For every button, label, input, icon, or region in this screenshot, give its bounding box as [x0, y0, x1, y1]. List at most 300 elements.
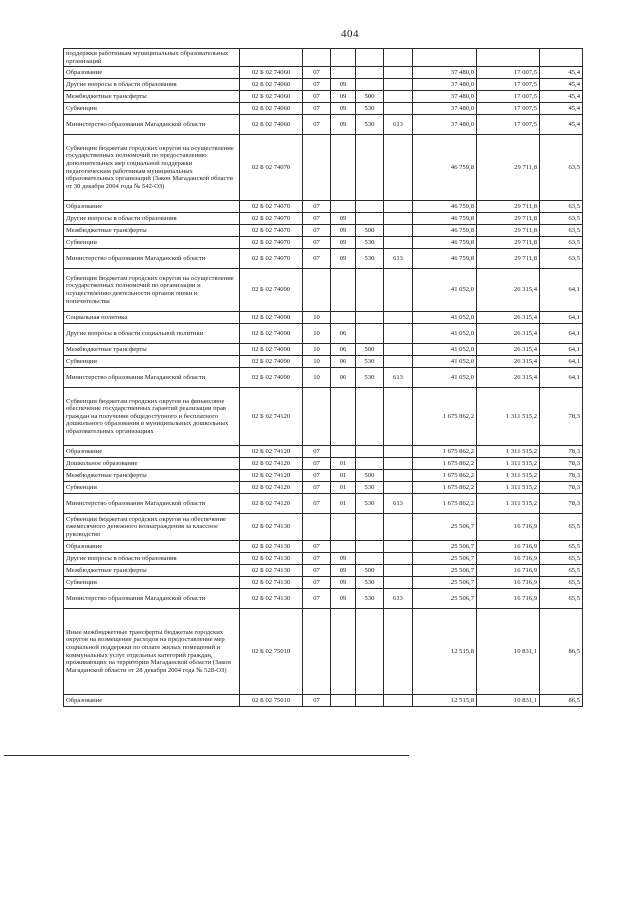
cell-code: 02 Б 02 74090 [240, 269, 303, 312]
cell-fact: 16 716,9 [477, 565, 540, 577]
cell-glava [384, 269, 413, 312]
cell-percent: 64,1 [540, 344, 583, 356]
cell-code: 02 Б 02 74120 [240, 458, 303, 470]
cell-razdel [303, 135, 331, 201]
cell-podrazdel [331, 695, 356, 707]
cell-vid: 500 [356, 225, 384, 237]
cell-vid: 530 [356, 482, 384, 494]
cell-name: Субвенции бюджетам городских округов на финансовое обеспечение государственных гарантий реализации прав граждан на получение общедоступного и бесплатного дошкольного образования в муниципальных дошкольных образовательных организациях [64, 388, 240, 446]
cell-fact: 10 831,1 [477, 609, 540, 695]
cell-razdel: 07 [303, 541, 331, 553]
cell-plan: 25 506,7 [413, 565, 477, 577]
cell-podrazdel: 09 [331, 577, 356, 589]
cell-percent: 64,1 [540, 324, 583, 344]
cell-razdel [303, 609, 331, 695]
cell-percent: 78,3 [540, 388, 583, 446]
cell-glava [384, 446, 413, 458]
table-row [64, 482, 583, 494]
table-row [64, 249, 583, 269]
cell-fact: 29 711,8 [477, 213, 540, 225]
cell-plan: 1 675 862,2 [413, 482, 477, 494]
cell-plan: 25 506,7 [413, 577, 477, 589]
cell-vid [356, 213, 384, 225]
table-row [64, 609, 583, 695]
cell-name: Межбюджетные трансферты [64, 344, 240, 356]
cell-name: Образование [64, 446, 240, 458]
cell-podrazdel: 01 [331, 494, 356, 514]
cell-razdel: 10 [303, 344, 331, 356]
cell-glava [384, 49, 413, 67]
table-row [64, 67, 583, 79]
table-row [64, 79, 583, 91]
cell-name: Межбюджетные трансферты [64, 470, 240, 482]
cell-fact: 29 711,8 [477, 201, 540, 213]
cell-podrazdel: 09 [331, 79, 356, 91]
cell-percent: 65,5 [540, 541, 583, 553]
cell-glava [384, 458, 413, 470]
table-row [64, 577, 583, 589]
cell-glava [384, 514, 413, 541]
cell-code: 02 Б 02 74090 [240, 356, 303, 368]
cell-percent: 63,5 [540, 213, 583, 225]
table-row [64, 356, 583, 368]
cell-code: 02 Б 02 75010 [240, 695, 303, 707]
cell-fact: 17 007,5 [477, 115, 540, 135]
cell-percent: 86,5 [540, 609, 583, 695]
cell-glava [384, 103, 413, 115]
cell-name: Субвенции [64, 577, 240, 589]
cell-podrazdel [331, 514, 356, 541]
cell-percent: 65,5 [540, 577, 583, 589]
cell-fact: 1 311 515,2 [477, 482, 540, 494]
cell-glava [384, 67, 413, 79]
cell-fact: 26 315,4 [477, 344, 540, 356]
cell-plan: 46 759,8 [413, 225, 477, 237]
cell-vid [356, 324, 384, 344]
cell-glava [384, 541, 413, 553]
cell-vid [356, 553, 384, 565]
cell-name: Межбюджетные трансферты [64, 225, 240, 237]
cell-razdel: 07 [303, 225, 331, 237]
cell-name: Министерство образования Магаданской области [64, 368, 240, 388]
cell-vid: 530 [356, 237, 384, 249]
cell-plan: 41 052,0 [413, 368, 477, 388]
cell-fact: 29 711,8 [477, 135, 540, 201]
cell-vid: 530 [356, 249, 384, 269]
cell-vid: 530 [356, 589, 384, 609]
cell-glava [384, 482, 413, 494]
cell-glava: 613 [384, 249, 413, 269]
cell-vid: 500 [356, 565, 384, 577]
cell-code: 02 Б 02 74130 [240, 553, 303, 565]
cell-vid: 530 [356, 115, 384, 135]
cell-percent: 78,3 [540, 482, 583, 494]
cell-fact: 1 311 515,2 [477, 494, 540, 514]
cell-vid: 530 [356, 368, 384, 388]
cell-razdel: 10 [303, 324, 331, 344]
cell-code: 02 Б 02 74130 [240, 514, 303, 541]
cell-podrazdel: 06 [331, 368, 356, 388]
cell-name: Социальная политика [64, 312, 240, 324]
cell-glava [384, 135, 413, 201]
cell-percent: 78,3 [540, 458, 583, 470]
table-row [64, 135, 583, 201]
cell-podrazdel: 09 [331, 225, 356, 237]
cell-name: Другие вопросы в области образования [64, 213, 240, 225]
table-row [64, 470, 583, 482]
cell-razdel: 07 [303, 482, 331, 494]
cell-fact: 17 007,5 [477, 67, 540, 79]
cell-percent: 63,5 [540, 237, 583, 249]
cell-percent: 63,5 [540, 201, 583, 213]
cell-code: 02 Б 02 74060 [240, 115, 303, 135]
cell-name: Иные межбюджетные трансферты бюджетам городских округов на возмещение расходов на предоставление мер социальной поддержки по оплате жилых помещений и коммунальных услуг отдельных категорий граждан, проживающих на территории Магаданской области (Закон Магаданской области от 28 декабря 2004 года № 528-ОЗ) [64, 609, 240, 695]
cell-plan: 46 759,8 [413, 201, 477, 213]
cell-vid [356, 541, 384, 553]
cell-plan: 1 675 862,2 [413, 446, 477, 458]
cell-glava [384, 565, 413, 577]
cell-glava [384, 388, 413, 446]
cell-percent: 86,5 [540, 695, 583, 707]
cell-razdel: 07 [303, 695, 331, 707]
cell-vid [356, 446, 384, 458]
cell-glava [384, 356, 413, 368]
cell-percent: 45,4 [540, 91, 583, 103]
cell-fact: 26 315,4 [477, 269, 540, 312]
cell-vid: 530 [356, 103, 384, 115]
cell-razdel: 07 [303, 103, 331, 115]
cell-code: 02 Б 02 74120 [240, 494, 303, 514]
cell-name: поддержки работникам муниципальных образовательных организаций [64, 49, 240, 67]
cell-percent: 78,3 [540, 494, 583, 514]
cell-fact: 16 716,9 [477, 514, 540, 541]
cell-plan: 41 052,0 [413, 312, 477, 324]
cell-razdel [303, 388, 331, 446]
cell-glava [384, 577, 413, 589]
cell-plan: 37 480,0 [413, 103, 477, 115]
table-row [64, 312, 583, 324]
cell-podrazdel [331, 388, 356, 446]
cell-name: Субвенции бюджетам городских округов на осуществление государственных полномочий по предоставлению дополнительных мер социальной поддержки педагогическим работникам муниципальных образовательных организаций (Закон Магаданской области от 30 декабря 2004 года № 542-ОЗ) [64, 135, 240, 201]
cell-razdel: 07 [303, 237, 331, 249]
cell-name: Образование [64, 67, 240, 79]
cell-razdel: 07 [303, 201, 331, 213]
cell-code: 02 Б 02 74090 [240, 368, 303, 388]
cell-name: Субвенции [64, 237, 240, 249]
cell-percent: 65,5 [540, 589, 583, 609]
bottom-rule [4, 755, 409, 756]
cell-razdel: 07 [303, 249, 331, 269]
cell-plan: 25 506,7 [413, 514, 477, 541]
table-row [64, 269, 583, 312]
cell-podrazdel: 09 [331, 249, 356, 269]
cell-glava: 613 [384, 494, 413, 514]
cell-podrazdel: 06 [331, 324, 356, 344]
cell-podrazdel: 09 [331, 589, 356, 609]
cell-razdel: 07 [303, 577, 331, 589]
cell-name: Межбюджетные трансферты [64, 565, 240, 577]
table-row [64, 446, 583, 458]
cell-razdel: 07 [303, 91, 331, 103]
table-row [64, 49, 583, 67]
cell-name: Министерство образования Магаданской области [64, 249, 240, 269]
cell-vid [356, 79, 384, 91]
table-row [64, 553, 583, 565]
cell-code: 02 Б 02 74070 [240, 249, 303, 269]
cell-glava [384, 470, 413, 482]
cell-plan: 1 675 862,2 [413, 494, 477, 514]
cell-glava [384, 344, 413, 356]
cell-glava [384, 695, 413, 707]
cell-vid [356, 269, 384, 312]
cell-vid [356, 312, 384, 324]
cell-percent: 64,1 [540, 269, 583, 312]
cell-podrazdel [331, 541, 356, 553]
cell-glava [384, 312, 413, 324]
table-row [64, 514, 583, 541]
cell-podrazdel: 01 [331, 470, 356, 482]
cell-glava [384, 225, 413, 237]
cell-percent: 65,5 [540, 553, 583, 565]
cell-razdel: 07 [303, 446, 331, 458]
table-row [64, 388, 583, 446]
cell-podrazdel: 06 [331, 356, 356, 368]
cell-podrazdel: 09 [331, 91, 356, 103]
cell-name: Субвенции [64, 356, 240, 368]
cell-razdel: 07 [303, 494, 331, 514]
cell-plan: 1 675 862,2 [413, 458, 477, 470]
cell-podrazdel [331, 609, 356, 695]
table-row [64, 494, 583, 514]
cell-razdel: 07 [303, 79, 331, 91]
cell-percent: 65,5 [540, 565, 583, 577]
cell-plan: 41 052,0 [413, 356, 477, 368]
cell-razdel: 07 [303, 213, 331, 225]
cell-plan: 46 759,8 [413, 135, 477, 201]
cell-fact: 16 716,9 [477, 541, 540, 553]
cell-percent: 64,1 [540, 356, 583, 368]
cell-code: 02 Б 02 74070 [240, 201, 303, 213]
cell-name: Дошкольное образование [64, 458, 240, 470]
cell-razdel: 07 [303, 553, 331, 565]
cell-razdel [303, 49, 331, 67]
cell-vid: 530 [356, 577, 384, 589]
cell-razdel: 07 [303, 589, 331, 609]
cell-vid: 530 [356, 494, 384, 514]
cell-code: 02 Б 02 74120 [240, 470, 303, 482]
cell-name: Субвенции [64, 482, 240, 494]
cell-name: Субвенции бюджетам городских округов на обеспечение ежемесячного денежного вознаграждения за классное руководство [64, 514, 240, 541]
cell-vid [356, 135, 384, 201]
budget-table [63, 48, 583, 707]
table-row [64, 115, 583, 135]
cell-plan: 41 052,0 [413, 269, 477, 312]
cell-podrazdel: 09 [331, 553, 356, 565]
cell-glava: 613 [384, 368, 413, 388]
cell-vid [356, 458, 384, 470]
cell-plan: 1 675 862,2 [413, 470, 477, 482]
cell-vid [356, 609, 384, 695]
cell-razdel: 07 [303, 470, 331, 482]
cell-podrazdel: 09 [331, 565, 356, 577]
cell-name: Министерство образования Магаданской области [64, 589, 240, 609]
budget-table-body [64, 49, 583, 707]
table-row [64, 589, 583, 609]
cell-razdel [303, 269, 331, 312]
cell-plan: 25 506,7 [413, 589, 477, 609]
cell-code: 02 Б 02 74130 [240, 577, 303, 589]
cell-fact: 1 311 515,2 [477, 458, 540, 470]
cell-razdel: 07 [303, 67, 331, 79]
cell-razdel: 10 [303, 356, 331, 368]
cell-percent: 45,4 [540, 79, 583, 91]
cell-code: 02 Б 02 74120 [240, 482, 303, 494]
cell-podrazdel: 09 [331, 213, 356, 225]
cell-fact: 1 311 515,2 [477, 388, 540, 446]
cell-name: Субвенции [64, 103, 240, 115]
cell-plan: 25 506,7 [413, 553, 477, 565]
cell-name: Другие вопросы в области образования [64, 553, 240, 565]
cell-podrazdel [331, 201, 356, 213]
cell-glava [384, 201, 413, 213]
cell-fact: 26 315,4 [477, 368, 540, 388]
cell-plan: 25 506,7 [413, 541, 477, 553]
cell-vid [356, 695, 384, 707]
table-row [64, 103, 583, 115]
cell-vid: 500 [356, 470, 384, 482]
cell-razdel: 07 [303, 115, 331, 135]
cell-plan: 46 759,8 [413, 237, 477, 249]
cell-fact: 10 831,1 [477, 695, 540, 707]
cell-code: 02 Б 02 74060 [240, 79, 303, 91]
cell-plan: 37 480,0 [413, 79, 477, 91]
cell-podrazdel [331, 269, 356, 312]
cell-fact: 26 315,4 [477, 324, 540, 344]
table-row [64, 237, 583, 249]
cell-name: Другие вопросы в области образования [64, 79, 240, 91]
cell-podrazdel [331, 446, 356, 458]
cell-podrazdel: 09 [331, 115, 356, 135]
cell-plan: 37 480,0 [413, 115, 477, 135]
table-row [64, 201, 583, 213]
cell-fact: 1 311 515,2 [477, 470, 540, 482]
cell-code: 02 Б 02 75010 [240, 609, 303, 695]
cell-fact: 29 711,8 [477, 225, 540, 237]
cell-fact: 17 007,5 [477, 79, 540, 91]
cell-plan: 37 480,0 [413, 67, 477, 79]
cell-vid [356, 388, 384, 446]
cell-fact: 16 716,9 [477, 589, 540, 609]
cell-percent: 78,3 [540, 470, 583, 482]
cell-vid [356, 201, 384, 213]
cell-fact [477, 49, 540, 67]
cell-fact: 17 007,5 [477, 103, 540, 115]
cell-percent: 45,4 [540, 103, 583, 115]
cell-code: 02 Б 02 74090 [240, 312, 303, 324]
cell-podrazdel [331, 135, 356, 201]
cell-vid: 500 [356, 344, 384, 356]
cell-fact: 16 716,9 [477, 553, 540, 565]
page-number: 404 [341, 28, 359, 40]
cell-podrazdel [331, 312, 356, 324]
cell-razdel: 10 [303, 368, 331, 388]
cell-plan: 12 515,8 [413, 609, 477, 695]
cell-podrazdel: 01 [331, 482, 356, 494]
cell-vid: 500 [356, 91, 384, 103]
table-row [64, 368, 583, 388]
table-row [64, 458, 583, 470]
cell-glava [384, 609, 413, 695]
cell-podrazdel [331, 49, 356, 67]
cell-percent: 65,5 [540, 514, 583, 541]
table-row [64, 565, 583, 577]
cell-fact: 16 716,9 [477, 577, 540, 589]
cell-plan: 1 675 862,2 [413, 388, 477, 446]
cell-name: Межбюджетные трансферты [64, 91, 240, 103]
cell-percent [540, 49, 583, 67]
cell-name: Другие вопросы в области социальной политики [64, 324, 240, 344]
cell-percent: 45,4 [540, 67, 583, 79]
cell-code: 02 Б 02 74130 [240, 565, 303, 577]
cell-podrazdel: 06 [331, 344, 356, 356]
cell-glava: 613 [384, 589, 413, 609]
cell-percent: 64,1 [540, 368, 583, 388]
cell-razdel: 07 [303, 565, 331, 577]
cell-code: 02 Б 02 74130 [240, 589, 303, 609]
cell-fact: 17 007,5 [477, 91, 540, 103]
cell-vid [356, 67, 384, 79]
cell-percent: 63,5 [540, 249, 583, 269]
cell-code: 02 Б 02 74070 [240, 213, 303, 225]
cell-name: Образование [64, 541, 240, 553]
cell-name: Министерство образования Магаданской области [64, 115, 240, 135]
cell-code: 02 Б 02 74120 [240, 388, 303, 446]
cell-plan [413, 49, 477, 67]
cell-fact: 26 315,4 [477, 356, 540, 368]
cell-code: 02 Б 02 74070 [240, 225, 303, 237]
table-row [64, 225, 583, 237]
cell-plan: 12 515,8 [413, 695, 477, 707]
table-row [64, 213, 583, 225]
table-row [64, 344, 583, 356]
cell-percent: 63,5 [540, 225, 583, 237]
cell-percent: 63,5 [540, 135, 583, 201]
cell-podrazdel [331, 67, 356, 79]
cell-code: 02 Б 02 74130 [240, 541, 303, 553]
cell-fact: 1 311 515,2 [477, 446, 540, 458]
cell-glava [384, 213, 413, 225]
cell-podrazdel: 01 [331, 458, 356, 470]
cell-plan: 41 052,0 [413, 344, 477, 356]
cell-razdel: 10 [303, 312, 331, 324]
cell-name: Образование [64, 695, 240, 707]
cell-plan: 41 052,0 [413, 324, 477, 344]
cell-glava [384, 553, 413, 565]
cell-razdel: 07 [303, 458, 331, 470]
cell-percent: 45,4 [540, 115, 583, 135]
cell-vid: 530 [356, 356, 384, 368]
cell-podrazdel: 09 [331, 237, 356, 249]
cell-code: 02 Б 02 74090 [240, 344, 303, 356]
table-row [64, 91, 583, 103]
cell-podrazdel: 09 [331, 103, 356, 115]
cell-code: 02 Б 02 74070 [240, 135, 303, 201]
cell-plan: 46 759,8 [413, 213, 477, 225]
cell-razdel [303, 514, 331, 541]
cell-code: 02 Б 02 74090 [240, 324, 303, 344]
cell-code [240, 49, 303, 67]
cell-name: Министерство образования Магаданской области [64, 494, 240, 514]
